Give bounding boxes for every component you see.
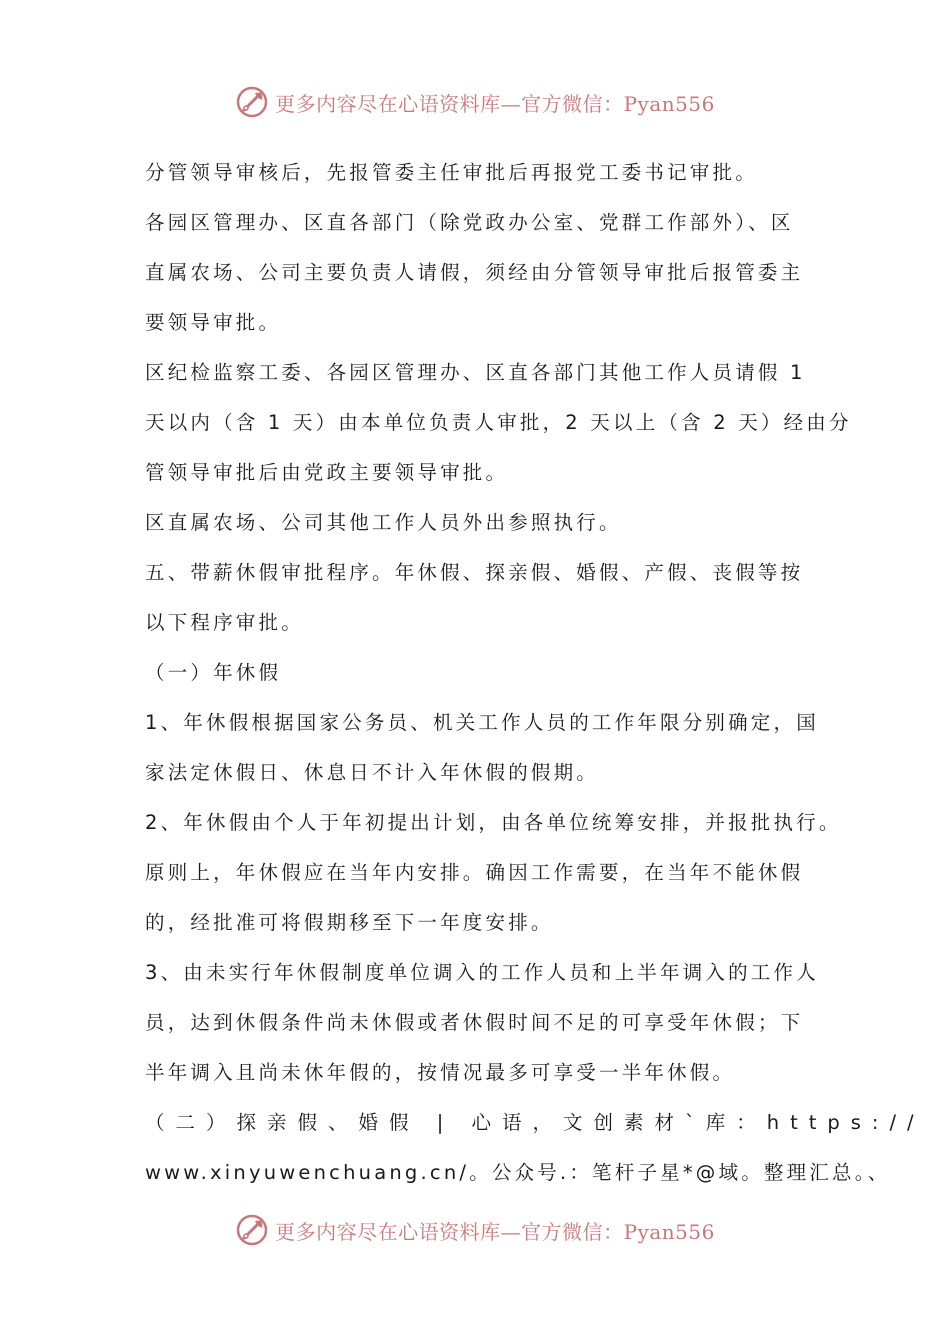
watermark-footer: [0, 1210, 950, 1250]
text-line: 各园区管理办、区直各部门（除党政办公室、党群工作部外）、区: [145, 211, 794, 234]
quill-logo-icon: [235, 1213, 269, 1247]
text-line: 直属农场、公司主要负责人请假，须经由分管领导审批后报管委主: [145, 261, 804, 284]
text-line: 的，经批准可将假期移至下一年度安排。: [145, 911, 554, 934]
text-line: 区直属农场、公司其他工作人员外出参照执行。: [145, 511, 622, 534]
text-line: 管领导审批后由党政主要领导审批。: [145, 461, 509, 484]
watermark-text: 更多内容尽在心语资料库—官方微信：Pyan556: [275, 91, 715, 116]
text-line: 以下程序审批。: [145, 611, 304, 634]
text-line: 1、年休假根据国家公务员、机关工作人员的工作年限分别确定，国: [145, 711, 819, 734]
text-line: 家法定休假日、休息日不计入年休假的假期。: [145, 761, 600, 784]
document-body: [145, 148, 925, 1198]
text-line: 要领导审批。: [145, 311, 282, 334]
text-line: 2、年休假由个人于年初提出计划，由各单位统筹安排，并报批执行。: [145, 811, 842, 834]
text-line: www.xinyuwenchuang.cn/。公众号.：笔杆子星*@域。整理汇总。、: [145, 1161, 891, 1184]
watermark-text: 更多内容尽在心语资料库—官方微信：Pyan556: [275, 1219, 715, 1244]
text-line: 半年调入且尚未休年假的，按情况最多可享受一半年休假。: [145, 1061, 736, 1084]
watermark-header: [0, 82, 950, 122]
section-heading: （二）探亲假、婚假 | 心语，文创素材`库：https://: [145, 1111, 925, 1134]
text-line: 原则上，年休假应在当年内安排。确因工作需要，在当年不能休假: [145, 861, 804, 884]
text-line: 3、由未实行年休假制度单位调入的工作人员和上半年调入的工作人: [145, 961, 819, 984]
text-line: 区纪检监察工委、各园区管理办、区直各部门其他工作人员请假 1: [145, 361, 806, 384]
text-line: 分管领导审核后，先报管委主任审批后再报党工委书记审批。: [145, 161, 758, 184]
section-heading: （一）年休假: [145, 661, 282, 684]
text-line: 五、带薪休假审批程序。年休假、探亲假、婚假、产假、丧假等按: [145, 561, 804, 584]
text-line: 天以内（含 1 天）由本单位负责人审批，2 天以上（含 2 天）经由分: [145, 411, 852, 434]
text-line: 员，达到休假条件尚未休假或者休假时间不足的可享受年休假；下: [145, 1011, 804, 1034]
quill-logo-icon: [235, 85, 269, 119]
